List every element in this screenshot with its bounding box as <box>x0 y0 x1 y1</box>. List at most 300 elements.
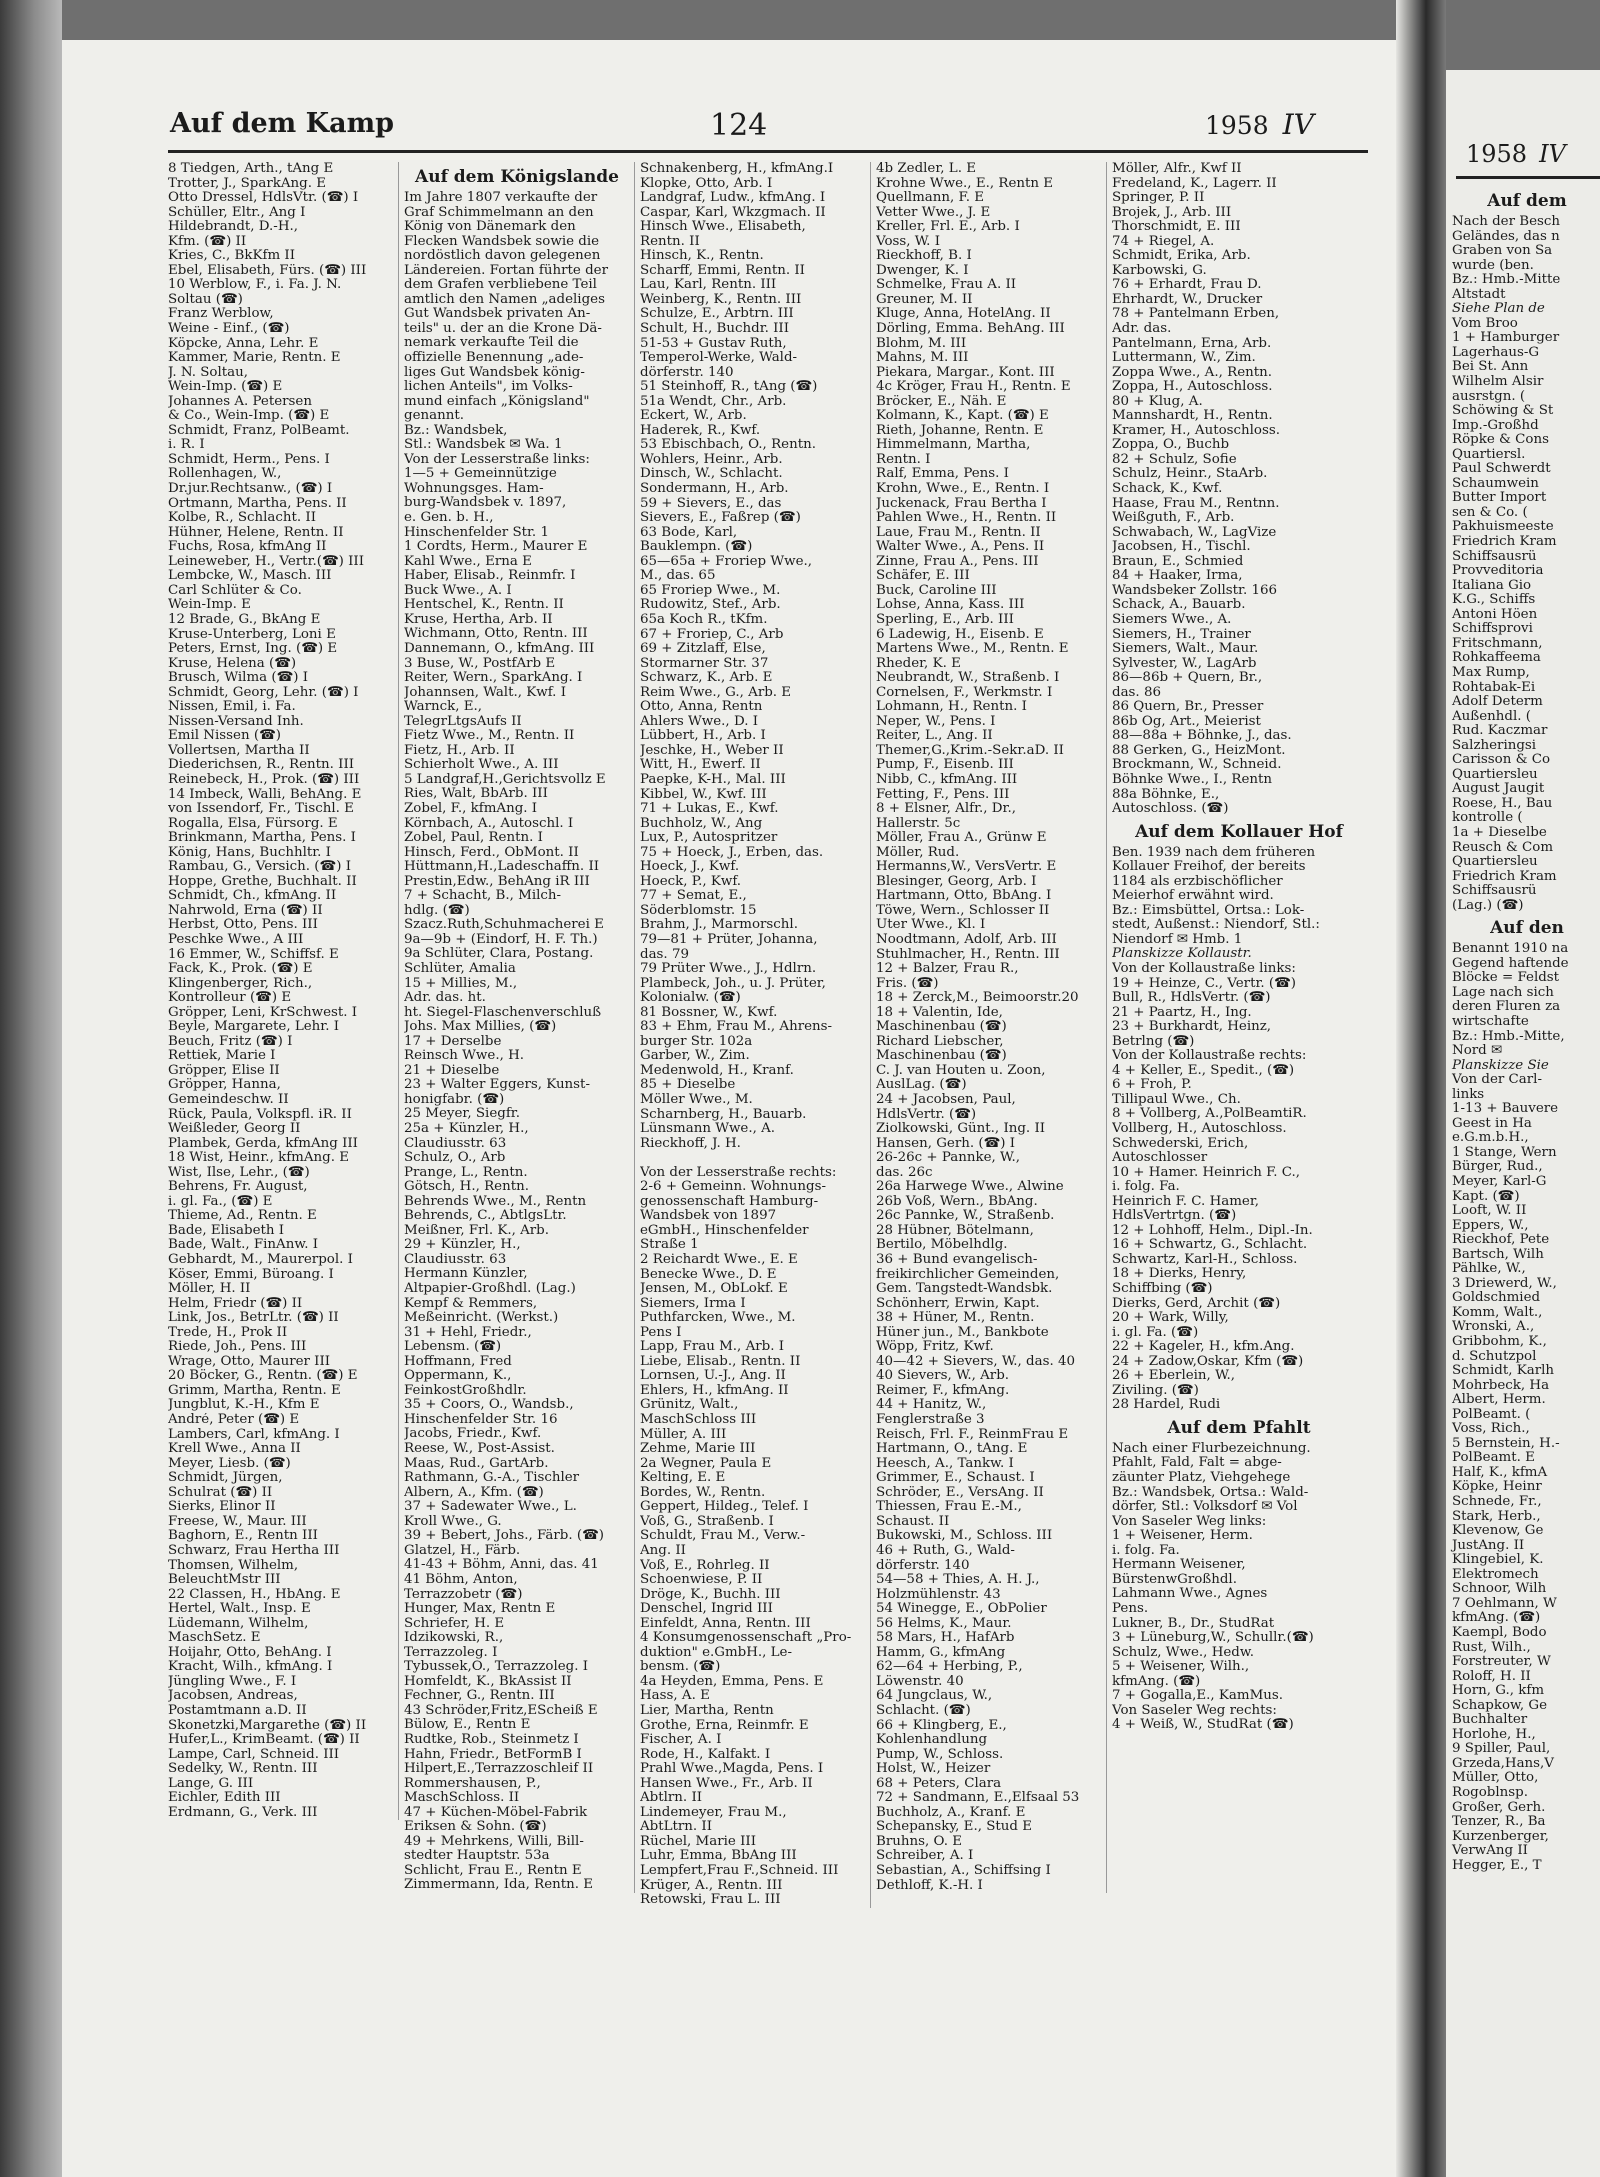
directory-entry: Looft, W. II <box>1452 1203 1527 1219</box>
directory-entry: Schwarz, K., Arb. E <box>640 671 773 686</box>
directory-entry: Sylvester, W., LagArb <box>1112 656 1257 671</box>
directory-column-1 <box>168 162 399 1820</box>
directory-entry: Hass, A. E <box>640 1689 710 1704</box>
directory-entry: ht. Siegel-Flaschenverschluß <box>404 1005 602 1020</box>
directory-entry: Hilpert,E.,Terrazzoschleif II <box>404 1762 594 1777</box>
directory-entry: Neubrandt, W., Straßenb. I <box>876 671 1060 686</box>
directory-entry: Franz Werblow, <box>168 307 274 322</box>
directory-entry: Meißner, Frl. K., Arb. <box>404 1223 550 1238</box>
directory-note: Planskizze Sie <box>1452 1057 1549 1073</box>
directory-entry: Garber, W., Zim. <box>640 1049 750 1064</box>
directory-entry: e. Gen. b. H., <box>404 511 494 526</box>
directory-entry: Juckenack, Frau Bertha I <box>876 496 1047 511</box>
directory-entry: Lahmann Wwe., Agnes <box>1112 1587 1268 1602</box>
directory-entry: wirtschafte <box>1452 1013 1529 1029</box>
directory-entry: links <box>1452 1086 1485 1102</box>
directory-entry: 28 Hardel, Rudi <box>1112 1398 1221 1413</box>
directory-entry: Lempfert,Frau F.,Schneid. III <box>640 1863 839 1878</box>
directory-entry: Heinrich F. C. Hamer, <box>1112 1194 1260 1209</box>
directory-entry: 36 + Bund evangelisch- <box>876 1253 1038 1268</box>
directory-entry: Lünsmann Wwe., A. <box>640 1122 776 1137</box>
directory-entry: Soltau (☎) <box>168 292 243 307</box>
directory-entry: Kracht, Wilh., kfmAng. I <box>168 1660 333 1675</box>
directory-entry: Kruse, Helena (☎) <box>168 656 297 671</box>
directory-entry: Kramer, H., Autoschloss. <box>1112 423 1280 438</box>
directory-entry: Pakhuismeeste <box>1452 519 1554 535</box>
directory-entry: Reinsch Wwe., H. <box>404 1049 525 1064</box>
directory-entry: Fris. (☎) <box>876 976 939 991</box>
directory-entry: Bürger, Rud., <box>1452 1159 1543 1175</box>
directory-entry: Hoppe, Grethe, Buchhalt. II <box>168 874 357 889</box>
page-header-street: Auf dem Kamp <box>170 108 395 139</box>
directory-entry: Im Jahre 1807 verkaufte der <box>404 191 598 205</box>
directory-entry: stedt, Außenst.: Niendorf, Stl.: <box>1112 918 1320 933</box>
directory-entry: 12 + Balzer, Frau R., <box>876 962 1019 977</box>
directory-entry: 23 + Walter Eggers, Kunst- <box>404 1078 590 1093</box>
page-header-year <box>1205 108 1314 148</box>
directory-entry: HdlsVertrtgn. (☎) <box>1112 1209 1237 1224</box>
directory-entry: 14 Imbeck, Walli, BehAng. E <box>168 787 362 802</box>
directory-entry: Hentschel, K., Rentn. II <box>404 598 564 613</box>
directory-entry: Vollertsen, Martha II <box>168 743 310 758</box>
directory-entry: Graben von Sa <box>1452 243 1553 259</box>
directory-entry: Reimer, F., kfmAng. <box>876 1383 1010 1398</box>
directory-entry: offizielle Benennung „ade- <box>404 351 584 366</box>
directory-entry: 31 + Hehl, Friedr., <box>404 1325 532 1340</box>
directory-entry: Friedrich Kram <box>1452 534 1557 550</box>
directory-entry: Söderblomstr. 15 <box>640 903 757 918</box>
directory-entry: Ang. II <box>640 1543 686 1558</box>
directory-entry: 40 Sievers, W., Arb. <box>876 1369 1010 1384</box>
directory-entry: e.G.m.b.H., <box>1452 1130 1529 1146</box>
directory-entry: Dierks, Gerd, Archit (☎) <box>1112 1296 1281 1311</box>
directory-entry: Zobel, Paul, Rentn. I <box>404 831 543 846</box>
directory-entry: 41-43 + Böhm, Anni, das. 41 <box>404 1558 599 1573</box>
directory-entry: Trede, H., Prok II <box>168 1325 288 1340</box>
directory-entry: 68 + Peters, Clara <box>876 1776 1002 1791</box>
directory-entry: Quartiersleu <box>1452 854 1538 870</box>
directory-entry: das. 79 <box>640 947 689 962</box>
directory-entry: genossenschaft Hamburg- <box>640 1194 819 1209</box>
directory-entry: König von Dänemark den <box>404 220 576 235</box>
directory-entry: Bull, R., HdlsVertr. (☎) <box>1112 991 1271 1006</box>
directory-entry: Lampe, Carl, Schneid. III <box>168 1747 340 1762</box>
directory-entry: 44 + Hanitz, W., <box>876 1398 987 1413</box>
directory-entry: 9a Schlüter, Clara, Postang. <box>404 947 594 962</box>
directory-entry: JustAng. II <box>1452 1537 1525 1553</box>
directory-entry: 6 Ladewig, H., Eisenb. E <box>876 627 1044 642</box>
directory-entry: Kempf & Remmers, <box>404 1296 538 1311</box>
directory-entry: Baghorn, E., Rentn III <box>168 1529 318 1544</box>
directory-entry: Siemers Wwe., A. <box>1112 612 1232 627</box>
directory-entry: Forstreuter, W <box>1452 1654 1551 1670</box>
directory-entry: Link, Jos., BetrLtr. (☎) II <box>168 1311 339 1326</box>
directory-entry: freikirchlicher Gemeinden, <box>876 1267 1060 1282</box>
directory-entry: Fritschmann, <box>1452 635 1543 651</box>
directory-entry: Rudowitz, Stef., Arb. <box>640 598 781 613</box>
directory-entry: 10 + Hamer. Heinrich F. C., <box>1112 1165 1301 1180</box>
directory-entry: Quartiersleu <box>1452 766 1538 782</box>
directory-entry: 67 + Froriep, C., Arb <box>640 627 784 642</box>
directory-entry: Fietz, H., Arb. II <box>404 743 515 758</box>
directory-entry: Buchholz, W., Ang <box>640 816 763 831</box>
directory-entry: Pump, W., Schloss. <box>876 1747 1004 1762</box>
directory-entry: Schmidt, Ch., kfmAng. II <box>168 889 337 904</box>
directory-entry: Hühner, Helene, Rentn. II <box>168 525 344 540</box>
directory-entry: 8 + Vollberg, A.,PolBeamtiR. <box>1112 1107 1307 1122</box>
directory-entry: i. gl. Fa., (☎) E <box>168 1194 273 1209</box>
directory-entry: Reiter, L., Ang. II <box>876 729 993 744</box>
directory-column-4 <box>876 162 1107 1893</box>
directory-column-2 <box>404 162 635 1893</box>
directory-entry: dem Grafen verbliebene Teil <box>404 278 597 293</box>
directory-entry: Wein-Imp. E <box>168 598 251 613</box>
directory-entry: Cornelsen, F., Werkmstr. I <box>876 685 1053 700</box>
directory-entry: André, Peter (☎) E <box>168 1413 300 1428</box>
directory-entry: 86—86b + Quern, Br., <box>1112 671 1263 686</box>
directory-entry: 9a—9b + (Eindorf, H. F. Th.) <box>404 932 598 947</box>
directory-entry: 86b Og, Art., Meierist <box>1112 714 1261 729</box>
volume: IV <box>1282 108 1314 141</box>
directory-entry: Lage nach sich <box>1452 984 1554 1000</box>
directory-entry: Kurzenberger, <box>1452 1828 1549 1844</box>
directory-entry: Gribbohm, K., <box>1452 1334 1547 1350</box>
directory-entry: 4 + Keller, E., Spedit., (☎) <box>1112 1063 1295 1078</box>
directory-entry: Schmidt, Erika, Arb. <box>1112 249 1251 264</box>
directory-entry: Pählke, W., <box>1452 1261 1526 1277</box>
directory-entry: Töwe, Wern., Schlosser II <box>876 903 1050 918</box>
section-heading: Auf den <box>1490 918 1564 939</box>
directory-entry: Kroll Wwe., G. <box>404 1514 502 1529</box>
directory-entry: Prahl Wwe.,Magda, Pens. I <box>640 1762 824 1777</box>
directory-entry: Max Rump, <box>1452 664 1530 680</box>
directory-entry: 75 + Hoeck, J., Erben, das. <box>640 845 824 860</box>
directory-entry: 63 Bode, Karl, <box>640 525 738 540</box>
directory-entry: Haderek, R., Kwf. <box>640 423 761 438</box>
directory-entry: Riede, Joh., Pens. III <box>168 1340 307 1355</box>
directory-entry: Rohkaffeema <box>1452 650 1541 666</box>
book-gutter <box>1396 0 1446 2177</box>
directory-entry: 16 + Schwartz, G., Schlacht. <box>1112 1238 1308 1253</box>
directory-entry: nordöstlich davon gelegenen <box>404 249 601 264</box>
directory-entry: 17 + Derselbe <box>404 1034 502 1049</box>
directory-entry: Lapp, Frau M., Arb. I <box>640 1340 785 1355</box>
directory-entry: Schreiber, A. I <box>876 1849 974 1864</box>
directory-entry: Schierholt Wwe., A. III <box>404 758 559 773</box>
directory-entry: Zinne, Frau A., Pens. III <box>876 554 1039 569</box>
directory-entry: Hoeck, J., Kwf. <box>640 860 740 875</box>
directory-entry: 88a Böhnke, E., <box>1112 787 1220 802</box>
directory-entry: Bertilo, Möbelhdlg. <box>876 1238 1008 1253</box>
directory-entry: 84 + Haaker, Irma, <box>1112 569 1243 584</box>
directory-entry: Bülow, E., Rentn E <box>404 1718 531 1733</box>
directory-entry: Thieme, Ad., Rentn. E <box>168 1209 317 1224</box>
directory-entry: 79 Prüter Wwe., J., Hdlrn. <box>640 962 817 977</box>
directory-entry: Schaust. II <box>876 1514 950 1529</box>
directory-entry: 1 + Hamburger <box>1452 330 1560 346</box>
directory-entry: dörferstr. 140 <box>640 365 734 380</box>
next-page-volume: IV <box>1539 140 1566 168</box>
directory-entry: kfmAng. (☎) <box>1452 1610 1541 1626</box>
directory-entry: Buck Wwe., A. I <box>404 583 512 598</box>
directory-entry: Zoppa, O., Buchb <box>1112 438 1230 453</box>
directory-entry: Leineweber, H., Vertr.(☎) III <box>168 554 365 569</box>
directory-entry: Horlohe, H., <box>1452 1726 1536 1742</box>
directory-entry: Möller, Alfr., Kwf II <box>1112 162 1242 176</box>
directory-entry: Emil Nissen (☎) <box>168 729 281 744</box>
directory-entry: Liebe, Elisab., Rentn. II <box>640 1354 801 1369</box>
directory-entry: teils" u. der an die Krone Dä- <box>404 321 602 336</box>
directory-entry: Voß, G., Straßenb. I <box>640 1514 774 1529</box>
directory-entry: Schoenwiese, P. II <box>640 1573 763 1588</box>
directory-entry: Gemeindeschw. II <box>168 1093 289 1107</box>
directory-entry: 46 + Ruth, G., Wald- <box>876 1543 1015 1558</box>
directory-entry: 4 + Weiß, W., StudRat (☎) <box>1112 1718 1294 1733</box>
directory-entry: August Jaugit <box>1452 781 1545 797</box>
directory-entry: Bade, Elisabeth I <box>168 1223 285 1238</box>
directory-entry: Kelting, E. E <box>640 1471 726 1486</box>
directory-entry: Haase, Frau M., Rentnn. <box>1112 496 1280 511</box>
directory-entry: Bordes, W., Rentn. <box>640 1485 766 1500</box>
directory-entry: Rogoblnsp. <box>1452 1784 1528 1800</box>
directory-entry: Reinebeck, H., Prok. (☎) III <box>168 772 360 787</box>
directory-entry: Gröpper, Leni, KrSchwest. I <box>168 1005 358 1020</box>
directory-entry: Klevenow, Ge <box>1452 1523 1544 1539</box>
directory-entry: Paul Schwerdt <box>1452 461 1551 477</box>
directory-entry: Rohtabak-Ei <box>1452 679 1536 695</box>
directory-entry: Nibb, C., kfmAng. III <box>876 772 1018 787</box>
directory-entry: 37 + Sadewater Wwe., L. <box>404 1500 577 1515</box>
directory-entry: 15 + Millies, M., <box>404 976 518 991</box>
directory-entry: Schulrat (☎) II <box>168 1485 273 1500</box>
directory-entry: Ahlers Wwe., D. I <box>640 714 759 729</box>
directory-entry: Hinschenfelder Str. 1 <box>404 525 549 540</box>
directory-entry: eGmbH., Hinschenfelder <box>640 1223 809 1238</box>
directory-entry: 65—65a + Froriep Wwe., <box>640 554 813 569</box>
directory-entry: Müller, Otto, <box>1452 1770 1539 1786</box>
directory-entry: Rathmann, G.-A., Tischler <box>404 1471 580 1486</box>
directory-entry: Gröpper, Hanna, <box>168 1078 281 1093</box>
directory-entry: Landgraf, Ludw., kfmAng. I <box>640 191 826 206</box>
directory-entry: amtlich den Namen „adeliges <box>404 292 605 307</box>
directory-entry: Lohmann, H., Rentn. I <box>876 700 1027 715</box>
directory-entry: Meßeinricht. (Werkst.) <box>404 1311 559 1326</box>
directory-entry: Quartiersl. <box>1452 446 1526 462</box>
directory-entry: Half, K., kfmA <box>1452 1464 1548 1480</box>
directory-entry: 24 + Jacobsen, Paul, <box>876 1093 1016 1107</box>
directory-entry: 4b Zedler, L. E <box>876 162 976 176</box>
directory-entry: Noodtmann, Adolf, Arb. III <box>876 932 1057 947</box>
directory-entry: 83 + Ehm, Frau M., Ahrens- <box>640 1020 833 1035</box>
directory-entry: Salzheringsi <box>1452 737 1537 753</box>
directory-entry: Möller Wwe., M. <box>640 1093 753 1107</box>
directory-entry: 21 + Paartz, H., Ing. <box>1112 1005 1252 1020</box>
directory-entry: 64 Jungclaus, W., <box>876 1689 993 1704</box>
directory-entry: FeinkostGroßhdlr. <box>404 1383 527 1398</box>
directory-entry: Tenzer, R., Ba <box>1452 1814 1546 1830</box>
directory-entry: nemark verkaufte Teil die <box>404 336 579 351</box>
directory-entry: Schlicht, Frau E., Rentn E <box>404 1863 582 1878</box>
directory-entry: Lau, Karl, Rentn. III <box>640 278 777 293</box>
directory-entry: AuslLag. (☎) <box>876 1078 967 1093</box>
directory-entry: Rentn. I <box>876 452 931 467</box>
directory-entry: Schult, H., Buchdr. III <box>640 322 790 337</box>
directory-entry: 26 + Eberlein, W., <box>1112 1369 1236 1384</box>
directory-entry: 1a + Dieselbe <box>1452 824 1547 840</box>
directory-entry: Schmidt, Georg, Lehr. (☎) I <box>168 685 359 700</box>
directory-entry: Helm, Friedr (☎) II <box>168 1296 303 1311</box>
directory-entry: Otto, Anna, Rentn <box>640 700 763 715</box>
directory-entry: Goldschmied <box>1452 1290 1541 1306</box>
directory-entry: Gebhardt, M., Maurerpol. I <box>168 1253 353 1268</box>
directory-entry: Terrazzobetr (☎) <box>404 1587 523 1602</box>
directory-entry: Schwartz, Karl-H., Schloss. <box>1112 1252 1298 1267</box>
directory-entry: 38 + Hüner, M., Rentn. <box>876 1311 1035 1326</box>
directory-entry: Hufer,L., KrimBeamt. (☎) II <box>168 1733 360 1748</box>
directory-entry: Dwenger, K. I <box>876 263 969 278</box>
directory-entry: Blesinger, Georg, Arb. I <box>876 874 1037 889</box>
directory-entry: Von der Carl- <box>1452 1072 1542 1088</box>
directory-entry: Richard Liebscher, <box>876 1034 1004 1049</box>
directory-entry: Hertel, Walt., Insp. E <box>168 1602 311 1617</box>
directory-entry: Vetter Wwe., J. E <box>876 205 991 220</box>
directory-entry: Hinsch Wwe., Elisabeth, <box>640 220 806 235</box>
directory-entry: Idzikowski, R., <box>404 1631 504 1646</box>
directory-entry: 78 + Pantelmann Erben, <box>1112 307 1280 322</box>
directory-entry: Bz.: Wandsbek, Ortsa.: Wald- <box>1112 1485 1309 1500</box>
directory-entry: mund einfach „Königsland" <box>404 394 590 409</box>
directory-entry: Hahn, Friedr., BetFormB I <box>404 1747 582 1762</box>
directory-entry: Zobel, F., kfmAng. I <box>404 801 538 816</box>
directory-entry: Geest in Ha <box>1452 1115 1532 1131</box>
directory-entry: Nissen-Versand Inh. <box>168 714 304 729</box>
directory-entry: Schack, K., Kwf. <box>1112 482 1223 497</box>
directory-entry: Hermanns,W., VersVertr. E <box>876 860 1057 875</box>
directory-entry: Themer,G.,Krim.-Sekr.aD. II <box>876 743 1064 758</box>
directory-entry: Von der Lesserstraße links: <box>404 452 590 467</box>
next-page-year: 1958 <box>1466 140 1528 168</box>
directory-entry: Hamm, G., kfmAng <box>876 1645 1006 1660</box>
directory-entry: Fechner, G., Rentn. III <box>404 1689 555 1704</box>
directory-entry: Schlacht. (☎) <box>876 1703 971 1718</box>
directory-entry: Schepansky, E., Stud E <box>876 1820 1033 1835</box>
directory-entry: Bukowski, M., Schloss. III <box>876 1529 1053 1544</box>
directory-entry: Hinschenfelder Str. 16 <box>404 1412 558 1427</box>
directory-entry: Himmelmann, Martha, <box>876 438 1031 453</box>
directory-entry: 3 + Lüneburg,W., Schullr.(☎) <box>1112 1631 1314 1646</box>
directory-entry: 9 Spiller, Paul, <box>1452 1741 1551 1757</box>
directory-entry: BeleuchtMstr III <box>168 1573 281 1588</box>
directory-entry: Kontrolleur (☎) E <box>168 991 292 1006</box>
directory-entry: 56 Helms, K., Maur. <box>876 1616 1012 1631</box>
directory-entry: Lier, Martha, Rentn <box>640 1703 774 1718</box>
directory-entry: Stark, Herb., <box>1452 1508 1541 1524</box>
directory-entry: Von Saseler Weg links: <box>1112 1514 1267 1529</box>
directory-entry: 51a Wendt, Chr., Arb. <box>640 394 787 409</box>
directory-entry: Eckert, W., Arb. <box>640 409 747 424</box>
directory-entry: Siemers, Irma I <box>640 1296 746 1311</box>
directory-entry: Stormarner Str. 37 <box>640 656 769 671</box>
directory-entry: bensm. (☎) <box>640 1660 721 1675</box>
directory-entry: 5 Bernstein, H.- <box>1452 1435 1560 1451</box>
directory-entry: Rieth, Johanne, Rentn. E <box>876 423 1044 438</box>
directory-entry: Klopke, Otto, Arb. I <box>640 176 773 191</box>
directory-entry: Rieckhof, Pete <box>1452 1232 1550 1248</box>
directory-entry: Behrends, C., AbtlgsLtr. <box>404 1209 567 1224</box>
directory-entry: Maschinenbau (☎) <box>876 1049 1007 1064</box>
directory-entry: Carisson & Co <box>1452 752 1551 768</box>
directory-entry: Möller, Frau A., Grünw E <box>876 831 1047 846</box>
next-page-column <box>1452 186 1600 1873</box>
directory-entry: Retowski, Frau L. III <box>640 1893 781 1908</box>
directory-entry: Buchholz, A., Kranf. E <box>876 1805 1026 1820</box>
directory-entry: Jensen, M., ObLokf. E <box>640 1282 788 1297</box>
directory-entry: 7 Oehlmann, W <box>1452 1595 1557 1611</box>
directory-entry: 18 + Zerck,M., Beimoorstr.20 <box>876 991 1079 1006</box>
directory-entry: 26b Voß, Wern., BbAng. <box>876 1194 1038 1209</box>
directory-entry: dörfer, Stl.: Volksdorf ✉ Vol <box>1112 1500 1298 1515</box>
next-page-header <box>1466 140 1566 168</box>
directory-entry: HdlsVertr. (☎) <box>876 1107 977 1122</box>
directory-entry: 81 Bossner, W., Kwf. <box>640 1005 778 1020</box>
directory-entry: Zoppa Wwe., A., Rentn. <box>1112 365 1273 380</box>
directory-entry: Siemers, H., Trainer <box>1112 627 1251 642</box>
directory-entry: Kapt. (☎) <box>1452 1188 1520 1204</box>
directory-entry: stedter Hauptstr. 53a <box>404 1849 550 1864</box>
directory-entry: Schmidt, Jürgen, <box>168 1471 283 1486</box>
directory-entry: Kfm. (☎) II <box>168 234 247 249</box>
directory-entry: Fietz Wwe., M., Rentn. II <box>404 729 575 744</box>
directory-entry: i. R. I <box>168 438 205 453</box>
directory-entry: Reim Wwe., G., Arb. E <box>640 685 792 700</box>
directory-entry: i. folg. Fa. <box>1112 1543 1180 1558</box>
directory-entry: zäunter Platz, Viehgehege <box>1112 1471 1291 1486</box>
directory-entry: Holzmühlenstr. 43 <box>876 1587 1001 1602</box>
directory-entry: Rudtke, Rob., Steinmetz I <box>404 1732 579 1747</box>
directory-entry: Schüller, Eltr., Ang I <box>168 205 306 220</box>
directory-entry: 1 Cordts, Herm., Maurer E <box>404 540 588 555</box>
directory-entry: Nach der Besch <box>1452 214 1560 229</box>
directory-entry: 71 + Lukas, E., Kwf. <box>640 802 779 817</box>
directory-entry: Claudiusstr. 63 <box>404 1252 507 1267</box>
directory-entry: 12 + Lohhoff, Helm., Dipl.-In. <box>1112 1223 1313 1238</box>
directory-entry: Maschinenbau (☎) <box>876 1020 1007 1035</box>
directory-entry: C. J. van Houten u. Zoon, <box>876 1063 1046 1078</box>
directory-entry: Piekara, Margar., Kont. III <box>876 365 1055 380</box>
directory-entry: Bz.: Hmb.-Mitte <box>1452 272 1561 288</box>
directory-entry: Fenglerstraße 3 <box>876 1413 985 1428</box>
directory-entry: Rommershausen, P., <box>404 1776 541 1791</box>
directory-entry: Schwarz, Frau Hertha III <box>168 1543 340 1558</box>
directory-entry: kontrolle ( <box>1452 810 1523 826</box>
directory-entry: Brinkmann, Martha, Pens. I <box>168 831 356 846</box>
directory-entry: Hansen, Gerh. (☎) I <box>876 1136 1016 1151</box>
directory-entry: Bröcker, E., Näh. E <box>876 394 1007 409</box>
directory-entry: Altstadt <box>1452 286 1506 302</box>
directory-entry: Schnakenberg, H., kfmAng.I <box>640 162 834 176</box>
directory-entry: Hildebrandt, D.-H., <box>168 220 299 235</box>
directory-entry: Fack, K., Prok. (☎) E <box>168 962 313 977</box>
directory-entry: Sedelky, W., Rentn. III <box>168 1762 318 1777</box>
directory-entry: Springer, P. II <box>1112 191 1205 206</box>
directory-entry: 1184 als erzbischöflicher <box>1112 874 1283 889</box>
directory-entry: Klingebiel, K. <box>1452 1552 1544 1568</box>
directory-entry: Blohm, M. III <box>876 336 967 351</box>
directory-entry: Sievers, E., Faßrep (☎) <box>640 511 801 526</box>
directory-entry: Reiter, Wern., SparkAng. I <box>404 671 583 686</box>
directory-entry: Jungblut, K.-H., Kfm E <box>168 1398 320 1413</box>
directory-entry: Lübbert, H., Arb. I <box>640 729 766 744</box>
